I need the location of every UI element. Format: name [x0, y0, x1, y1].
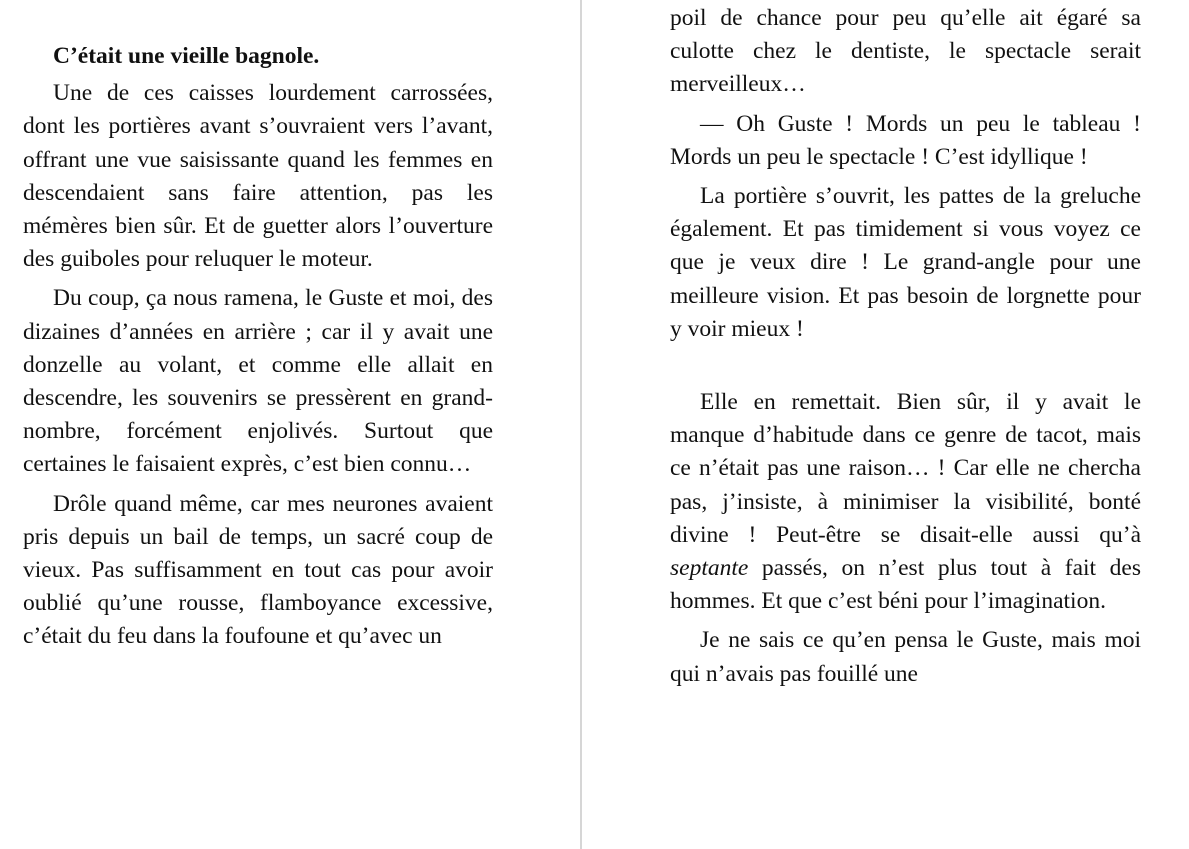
- paragraph: Drôle quand même, car mes neurones avaient pris depuis un bail de temps, un sacré coup de vieux. Pas suffisamment en tout cas pour avoir oublié qu’une rousse, flamboyance excessive, c’était du feu dans la foufoune et qu’avec un: [23, 490, 493, 650]
- paragraph-continued: poil de chance pour peu qu’elle ait égaré sa culotte chez le dentiste, le spectacle serait merveilleux…: [670, 5, 1141, 98]
- paragraph-text: passés, on n’est plus tout à fait des hommes. Et que c’est béni pour l’imagination.: [670, 555, 1141, 615]
- left-page: [23, 40, 493, 660]
- paragraph-text: Elle en remettait. Bien sûr, il y avait le manque d’habitude dans ce genre de tacot, mais ce n’était pas une raison… ! Car elle ne chercha pas, j’insiste, à minimiser la visibilité, bonté divine ! Peut-être se disait-elle aussi qu’à: [670, 389, 1141, 548]
- paragraph: La portière s’ouvrit, les pattes de la greluche également. Et pas timidement si vous voyez ce que je veux dire ! Le grand-angle pour une meilleure vision. Et pas besoin de lorgnette pour y voir mieux !: [670, 183, 1141, 342]
- section-heading: C’était une vieille bagnole.: [53, 43, 320, 69]
- paragraph: [670, 386, 1141, 618]
- page-divider: [580, 0, 582, 849]
- dialogue-line: — Oh Guste ! Mords un peu le tableau ! Mords un peu le spectacle ! C’est idyllique !: [670, 110, 1141, 170]
- paragraph: Une de ces caisses lourdement carrossées, dont les portières avant s’ouvraient vers l’avant, offrant une vue saisissante quand les femmes en descendaient sans faire attention, pas les mémères bien sûr. Et de guetter alors l’ouverture des guiboles pour reluquer le moteur.: [23, 80, 493, 273]
- paragraph: Du coup, ça nous ramena, le Guste et moi, des dizaines d’années en arrière ; car il y avait une donzelle au volant, et comme elle allait en descendre, les souvenirs se pressèrent en grand-nombre, forcément enjolivés. Surtout que certaines le faisaient exprès, c’est bien connu…: [23, 285, 493, 478]
- italic-word: septante: [670, 555, 749, 582]
- right-page: [670, 2, 1141, 697]
- paragraph: Je ne sais ce qu’en pensa le Guste, mais moi qui n’avais pas fouillé une: [670, 627, 1141, 687]
